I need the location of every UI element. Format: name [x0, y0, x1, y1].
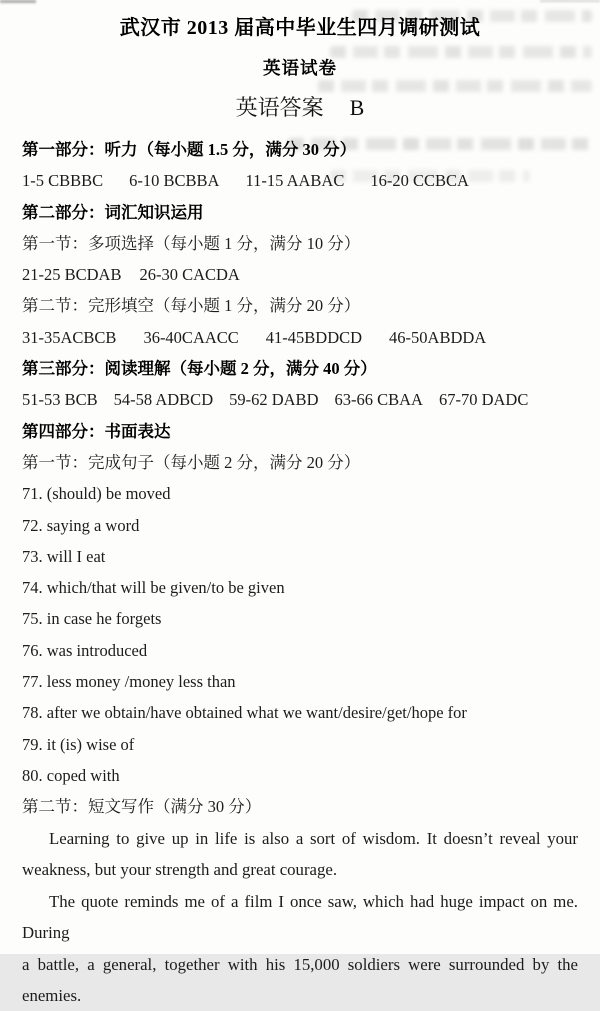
numbered-answer-line: 78. after we obtain/have obtained what we want/desire/get/hope for — [22, 703, 467, 723]
essay-text-line: a battle, a general, together with his 15,000 soldiers were surrounded by the enemies. — [22, 954, 578, 1006]
essay-text-line: weakness, but your strength and great courage. — [22, 859, 338, 879]
answer-group: 1-5 CBBBC — [22, 171, 104, 191]
part4-section2-heading: 第二节：短文写作（满分 30 分） — [22, 797, 262, 817]
answer-group: 21-25 BCDAB — [22, 265, 122, 285]
part2-section1-heading: 第一节：多项选择（每小题 1 分，满分 10 分） — [22, 233, 361, 253]
answer-key-label: 英语答案 — [235, 95, 324, 120]
answer-group: 41-45BDDCD — [265, 327, 363, 347]
answer-group: 6-10 BCBBA — [129, 171, 220, 191]
answer-group: 59-62 DABD — [229, 390, 319, 410]
essay-text-line: The quote reminds me of a film I once saw, which had huge impact on me. During — [22, 892, 578, 943]
numbered-answer-line: 72. saying a word — [22, 515, 140, 535]
exam-title: 武汉市 2013 届高中毕业生四月调研测试 — [119, 17, 481, 39]
answer-key-heading — [22, 88, 578, 128]
answer-group: 63-66 CBAA — [334, 390, 423, 410]
numbered-answer-line: 75. in case he forgets — [22, 609, 162, 629]
essay-paragraph-2 — [22, 886, 578, 1011]
paper-name: 英语试卷 — [263, 58, 337, 78]
numbered-answer-line: 71. (should) be moved — [22, 484, 171, 504]
answer-group: 36-40CAACC — [143, 327, 239, 347]
numbered-answer-line: 74. which/that will be given/to be given — [22, 578, 285, 598]
answer-group: 31-35ACBCB — [22, 327, 117, 347]
answer-group: 51-53 BCB — [22, 390, 98, 410]
answer-group: 26-30 CACDA — [139, 265, 240, 285]
part1-heading: 第一部分：听力（每小题 1.5 分，满分 30 分） — [22, 140, 357, 159]
answer-group: 67-70 DADC — [438, 390, 529, 410]
part4-heading: 第四部分：书面表达 — [22, 421, 171, 441]
part3-heading: 第三部分：阅读理解（每小题 2 分，满分 40 分） — [22, 359, 377, 379]
answer-group: 54-58 ADBCD — [113, 390, 214, 410]
part3-answers — [22, 384, 578, 415]
answer-group: 11-15 AABAC — [245, 171, 345, 191]
part1-answers — [22, 165, 578, 196]
numbered-answer-line: 73. will I eat — [22, 546, 106, 566]
part2-section2-answers — [22, 322, 578, 353]
part4-section1-heading: 第一节：完成句子（每小题 2 分，满分 20 分） — [22, 452, 361, 472]
sentence-completion-answers — [22, 478, 578, 791]
essay-paragraph-1 — [22, 823, 578, 886]
answer-group: 46-50ABDDA — [389, 327, 487, 347]
part2-section1-answers — [22, 259, 578, 290]
answer-group: 16-20 CCBCA — [370, 171, 469, 191]
part2-heading: 第二部分：词汇知识运用 — [22, 202, 204, 222]
numbered-answer-line: 76. was introduced — [22, 640, 148, 660]
answer-key-version: B — [349, 95, 365, 120]
numbered-answer-line: 79. it (is) wise of — [22, 734, 135, 754]
numbered-answer-line: 80. coped with — [22, 765, 120, 785]
part2-section2-heading: 第二节：完形填空（每小题 1 分，满分 20 分） — [22, 296, 361, 316]
numbered-answer-line: 77. less money /money less than — [22, 672, 236, 692]
essay-text-line: Learning to give up in life is also a sort of wisdom. It doesn’t reveal your — [49, 828, 578, 848]
